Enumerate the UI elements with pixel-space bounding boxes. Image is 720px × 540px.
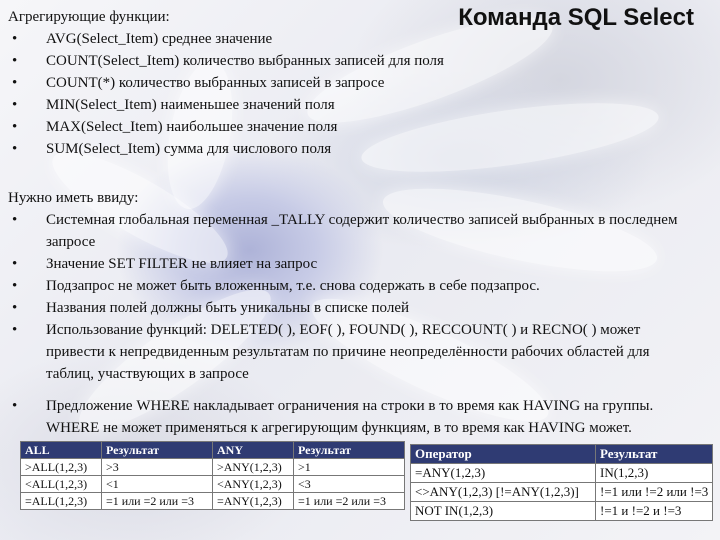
aggregates-list: [8, 28, 444, 160]
list-item-text: Предложение WHERE накладывает ограничения на строки в то время как HAVING на группы. WHERE не может применяться к агрегирующим функциям, в то время как HAVING может.: [46, 398, 654, 436]
list-item-text: Названия полей должны быть уникальны в списке полей: [46, 300, 410, 316]
aggregates-heading: Агрегирующие функции:: [8, 9, 170, 25]
column-header: ANY: [213, 442, 294, 459]
table-row: [21, 476, 405, 493]
table-row: [21, 493, 405, 510]
column-header: Результат: [294, 442, 405, 459]
list-item: [8, 28, 444, 50]
table-cell: >ANY(1,2,3): [213, 459, 294, 476]
bullet-icon: •: [12, 97, 18, 113]
table-cell: =1 или =2 или =3: [102, 493, 213, 510]
list-item: [8, 138, 444, 160]
list-item-text: COUNT(*) количество выбранных записей в запросе: [46, 75, 385, 91]
all-any-table: [20, 441, 405, 510]
list-item: [8, 209, 698, 253]
table-cell: <1: [102, 476, 213, 493]
table-cell: !=1 или !=2 или !=3: [596, 483, 713, 502]
table-cell: =1 или =2 или =3: [294, 493, 405, 510]
list-item-text: Подзапрос не может быть вложенным, т.е. снова содержать в себе подзапрос.: [46, 278, 540, 294]
table-cell: IN(1,2,3): [596, 464, 713, 483]
table-cell: <ANY(1,2,3): [213, 476, 294, 493]
list-item: [8, 253, 698, 275]
aggregates-section: [8, 6, 444, 160]
list-item: [8, 72, 444, 94]
table-row: [411, 464, 713, 483]
list-item: [8, 275, 698, 297]
list-item: [8, 319, 698, 385]
table-row: [411, 483, 713, 502]
column-header: ALL: [21, 442, 102, 459]
list-item: [8, 297, 698, 319]
table-header-row: [411, 445, 713, 464]
bullet-icon: •: [12, 256, 18, 272]
table-cell: >1: [294, 459, 405, 476]
table-cell: NOT IN(1,2,3): [411, 502, 596, 521]
bullet-icon: •: [12, 75, 18, 91]
table-cell: =ALL(1,2,3): [21, 493, 102, 510]
list-item: [8, 94, 444, 116]
column-header: Результат: [596, 445, 713, 464]
column-header: Оператор: [411, 445, 596, 464]
table-cell: >ALL(1,2,3): [21, 459, 102, 476]
list-item-text: MAX(Select_Item) наибольшее значение поля: [46, 119, 338, 135]
bullet-icon: •: [12, 300, 18, 316]
list-item-text: AVG(Select_Item) среднее значение: [46, 31, 273, 47]
bullet-icon: •: [12, 398, 18, 414]
bullet-icon: •: [12, 53, 18, 69]
notes-heading: Нужно иметь ввиду:: [8, 190, 139, 206]
bullet-icon: •: [12, 31, 18, 47]
table-cell: =ANY(1,2,3): [213, 493, 294, 510]
table-cell: !=1 и !=2 и !=3: [596, 502, 713, 521]
notes-list: [8, 209, 698, 439]
list-item-text: Значение SET FILTER не влияет на запрос: [46, 256, 318, 272]
bullet-icon: •: [12, 278, 18, 294]
list-item: [8, 395, 698, 439]
list-item: [8, 50, 444, 72]
table-header-row: [21, 442, 405, 459]
table-cell: <ALL(1,2,3): [21, 476, 102, 493]
notes-section: [8, 187, 698, 439]
list-item-text: Системная глобальная переменная _TALLY содержит количество записей выбранных в последнем запросе: [46, 212, 678, 250]
table-row: [21, 459, 405, 476]
list-item-text: MIN(Select_Item) наименьшее значений поля: [46, 97, 335, 113]
column-header: Результат: [102, 442, 213, 459]
table-row: [411, 502, 713, 521]
table-cell: <3: [294, 476, 405, 493]
table-cell: <>ANY(1,2,3) [!=ANY(1,2,3)]: [411, 483, 596, 502]
list-item-text: Использование функций: DELETED( ), EOF( ), FOUND( ), RECCOUNT( ) и RECNO( ) может привести к непредвиденным результатам по причине неопределённости рабочих областей для таблиц, участвующих в запросе: [46, 322, 650, 382]
bullet-icon: •: [12, 212, 18, 228]
slide-title: Команда SQL Select: [458, 4, 694, 31]
list-item-text: COUNT(Select_Item) количество выбранных записей для поля: [46, 53, 444, 69]
bullet-icon: •: [12, 141, 18, 157]
table-cell: >3: [102, 459, 213, 476]
list-item-text: SUM(Select_Item) сумма для числового поля: [46, 141, 332, 157]
bullet-icon: •: [12, 119, 18, 135]
table-cell: =ANY(1,2,3): [411, 464, 596, 483]
list-item: [8, 116, 444, 138]
operators-table: [410, 444, 713, 521]
bullet-icon: •: [12, 322, 18, 338]
